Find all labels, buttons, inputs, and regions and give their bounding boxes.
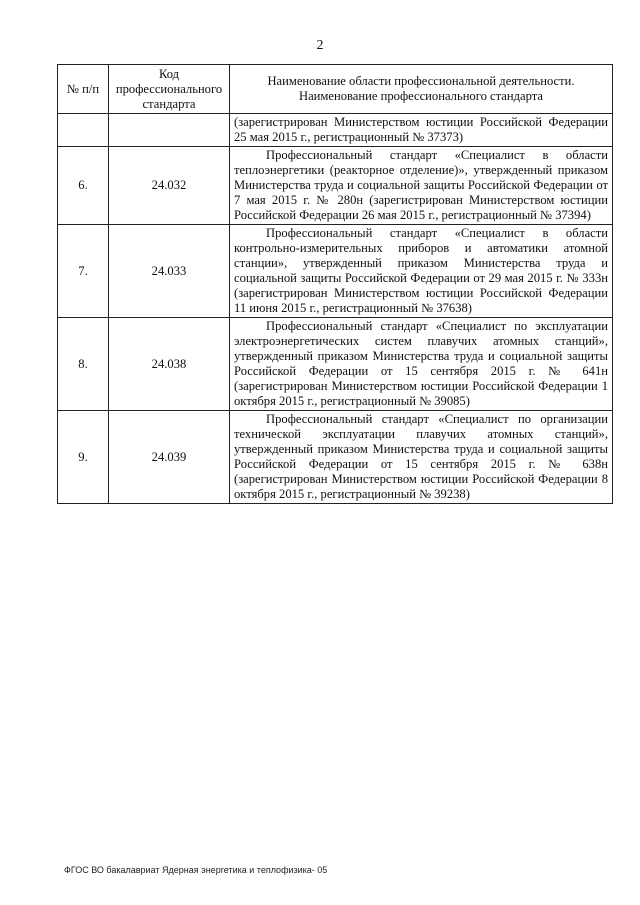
standard-name: Профессиональный стандарт «Специалист по организации технической эксплуатации плавучих атомных станций», утвержденный приказом Министерства труда и социальной защиты Российской Федерации от 15 сентября 2015 г. № 638н (зарегистрирован Министерством юстиции Российской Федерации 8 октября 2015 г., регистрационный № 39238)	[230, 411, 613, 504]
standard-code: 24.038	[109, 318, 230, 411]
header-num: № п/п	[58, 65, 109, 114]
row-number: 8.	[58, 318, 109, 411]
continuation-text: (зарегистрирован Министерством юстиции Российской Федерации 25 мая 2015 г., регистрационный № 37373)	[230, 114, 613, 147]
row-number: 9.	[58, 411, 109, 504]
standard-name: Профессиональный стандарт «Специалист в области контрольно-измерительных приборов и автоматики атомной станции», утвержденный приказом Министерства труда и социальной защиты Российской Федерации от 29 мая 2015 г. № 333н (зарегистрирован Министерством юстиции Российской Федерации 11 июня 2015 г., регистрационный № 37638)	[230, 225, 613, 318]
standard-code: 24.032	[109, 147, 230, 225]
table-row	[58, 147, 613, 225]
table-row	[58, 318, 613, 411]
page-footer: ФГОС ВО бакалавриат Ядерная энергетика и теплофизика- 05	[64, 865, 328, 875]
professional-standards-table	[57, 64, 613, 504]
standard-name: Профессиональный стандарт «Специалист в области теплоэнергетики (реакторное отделение)», утвержденный приказом Министерства труда и социальной защиты Российской Федерации от 7 мая 2015 г. № 280н (зарегистрирован Министерством юстиции Российской Федерации 26 мая 2015 г., регистрационный № 37394)	[230, 147, 613, 225]
standard-name: Профессиональный стандарт «Специалист по эксплуатации электроэнергетических систем плавучих атомных станций», утвержденный приказом Министерства труда и социальной защиты Российской Федерации от 15 сентября 2015 г. № 641н (зарегистрирован Министерством юстиции Российской Федерации 1 октября 2015 г., регистрационный № 39085)	[230, 318, 613, 411]
standard-code: 24.039	[109, 411, 230, 504]
header-code: Код профессионального стандарта	[109, 65, 230, 114]
table-row	[58, 225, 613, 318]
header-name: Наименование области профессиональной деятельности. Наименование профессионального стандарта	[230, 65, 613, 114]
page-number: 2	[316, 38, 324, 53]
table-row	[58, 411, 613, 504]
row-number: 6.	[58, 147, 109, 225]
row-number: 7.	[58, 225, 109, 318]
table-header-row	[58, 65, 613, 114]
table-row-continuation	[58, 114, 613, 147]
standard-code: 24.033	[109, 225, 230, 318]
